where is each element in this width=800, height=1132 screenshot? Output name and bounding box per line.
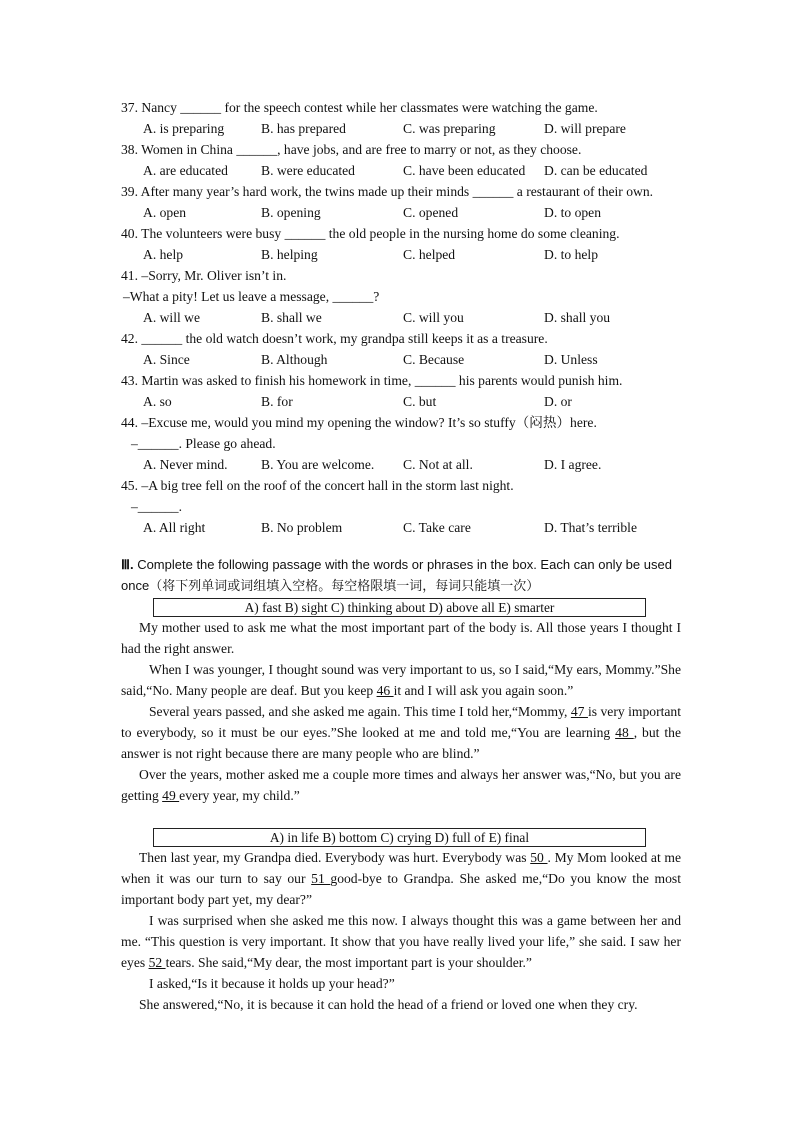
text: tears. She said,“My dear, the most important part is your shoulder.” <box>165 955 532 970</box>
question-39-stem: 39. After many year’s hard work, the twins made up their minds ______ a restaurant of their own. <box>121 184 654 199</box>
question-37-options <box>121 118 681 139</box>
question-43-options <box>121 391 681 412</box>
text: every year, my child.” <box>179 788 300 803</box>
question-41-options <box>121 307 681 328</box>
question-45-options <box>121 517 681 538</box>
question-40-options <box>121 244 681 265</box>
text: When I was younger, I thought sound was very important to us, so I said,“My ears, Mommy.”She said,“No. Many people are deaf. But you keep <box>121 662 681 698</box>
option-a: A. help <box>143 247 184 262</box>
option-b: B. opening <box>261 205 321 220</box>
option-c: C. was preparing <box>403 121 496 136</box>
question-37-stem: 37. Nancy ______ for the speech contest while her classmates were watching the game. <box>121 100 598 115</box>
text: it and I will ask you again soon.” <box>393 683 574 698</box>
option-d: D. can be educated <box>544 163 648 178</box>
blank-48[interactable]: 48 <box>615 725 634 740</box>
option-b: B. were educated <box>261 163 355 178</box>
option-c: C. Take care <box>403 520 471 535</box>
question-42-stem: 42. ______ the old watch doesn’t work, my grandpa still keeps it as a treasure. <box>121 331 548 346</box>
option-a: A. All right <box>143 520 206 535</box>
section-3-heading <box>121 554 681 596</box>
option-d: D. That’s terrible <box>544 520 637 535</box>
passage-paragraph-7: I asked,“Is it because it holds up your head?” <box>149 976 395 991</box>
question-40-stem: 40. The volunteers were busy ______ the old people in the nursing home do some cleaning. <box>121 226 620 241</box>
question-44-stem: 44. –Excuse me, would you mind my opening the window? It’s so stuffy（闷热）here. <box>121 415 597 430</box>
text: Several years passed, and she asked me again. This time I told her,“Mommy, <box>149 704 571 719</box>
passage-paragraph-6 <box>121 910 681 973</box>
section-number: Ⅲ. <box>121 557 134 572</box>
option-a: A. so <box>143 394 172 409</box>
option-b: B. shall we <box>261 310 322 325</box>
question-41-stem: 41. –Sorry, Mr. Oliver isn’t in. <box>121 268 287 283</box>
option-d: D. to open <box>544 205 602 220</box>
word-box-1: A) fast B) sight C) thinking about D) above all E) smarter <box>153 598 646 617</box>
question-45-stem: 45. –A big tree fell on the roof of the concert hall in the storm last night. <box>121 478 514 493</box>
worksheet-page <box>121 97 681 1015</box>
question-44-options <box>121 454 681 475</box>
option-a: A. are educated <box>143 163 228 178</box>
passage-paragraph-4 <box>121 764 681 806</box>
blank-51[interactable]: 51 <box>311 871 331 886</box>
option-c: C. have been educated <box>403 163 526 178</box>
word-box-2: A) in life B) bottom C) crying D) full of E) final <box>153 828 646 847</box>
option-c: C. Not at all. <box>403 457 473 472</box>
blank-50[interactable]: 50 <box>530 850 548 865</box>
option-a: A. is preparing <box>143 121 225 136</box>
question-44-reply: –______. Please go ahead. <box>131 436 276 451</box>
blank-46[interactable]: 46 <box>376 683 394 698</box>
option-d: D. or <box>544 394 572 409</box>
option-d: D. shall you <box>544 310 611 325</box>
option-d: D. to help <box>544 247 598 262</box>
text: . My Mom looked at me when it was our turn to say our <box>121 850 681 886</box>
text: , but the answer is not right because there are many people who are blind.” <box>121 725 681 761</box>
text: is very important to everybody, so it must be our eyes.”She looked at me and told me,“You are learning <box>121 704 681 740</box>
question-42-options <box>121 349 681 370</box>
passage-paragraph-1: My mother used to ask me what the most important part of the body is. All those years I thought I had the right answer. <box>121 620 681 656</box>
question-38-stem: 38. Women in China ______, have jobs, and are free to marry or not, as they choose. <box>121 142 582 157</box>
option-c: C. helped <box>403 247 456 262</box>
option-b: B. for <box>261 394 293 409</box>
blank-52[interactable]: 52 <box>148 955 166 970</box>
option-b: B. helping <box>261 247 318 262</box>
option-a: A. Since <box>143 352 190 367</box>
option-b: B. Although <box>261 352 328 367</box>
blank-49[interactable]: 49 <box>162 788 180 803</box>
section-instructions: Complete the following passage with the words or phrases in the box. Each can only be used once（将下列单词或词组填入空格。每空格限填一词，每词只能填一次） <box>121 557 672 593</box>
passage-paragraph-8: She answered,“No, it is because it can hold the head of a friend or loved one when they cry. <box>139 997 638 1012</box>
option-a: A. open <box>143 205 187 220</box>
passage-paragraph-3 <box>121 701 681 764</box>
option-c: C. opened <box>403 205 459 220</box>
option-b: B. No problem <box>261 520 343 535</box>
blank-47[interactable]: 47 <box>570 704 588 719</box>
passage-paragraph-2 <box>121 659 681 701</box>
option-d: D. I agree. <box>544 457 602 472</box>
text: good-bye to Grandpa. She asked me,“Do you know the most important body part yet, my dear?” <box>121 871 681 907</box>
question-43-stem: 43. Martin was asked to finish his homework in time, ______ his parents would punish him. <box>121 373 623 388</box>
question-45-reply: –______. <box>131 499 182 514</box>
question-39-options <box>121 202 681 223</box>
text: Then last year, my Grandpa died. Everybody was hurt. Everybody was <box>139 850 531 865</box>
text: Over the years, mother asked me a couple more times and always her answer was,“No, but you are getting <box>121 767 681 803</box>
option-a: A. will we <box>143 310 201 325</box>
question-38-options <box>121 160 681 181</box>
option-b: B. You are welcome. <box>261 457 375 472</box>
option-c: C. will you <box>403 310 464 325</box>
text: I was surprised when she asked me this now. I always thought this was a game between her and me. “This question is very important. It show that you have really lived your life,” she said. I saw her eyes <box>121 913 681 970</box>
option-b: B. has prepared <box>261 121 346 136</box>
option-c: C. Because <box>403 352 465 367</box>
question-41-reply: –What a pity! Let us leave a message, ______? <box>123 289 380 304</box>
spacer <box>121 806 681 826</box>
passage-paragraph-5 <box>121 847 681 910</box>
option-c: C. but <box>403 394 437 409</box>
option-d: D. will prepare <box>544 121 626 136</box>
option-d: D. Unless <box>544 352 598 367</box>
option-a: A. Never mind. <box>143 457 228 472</box>
